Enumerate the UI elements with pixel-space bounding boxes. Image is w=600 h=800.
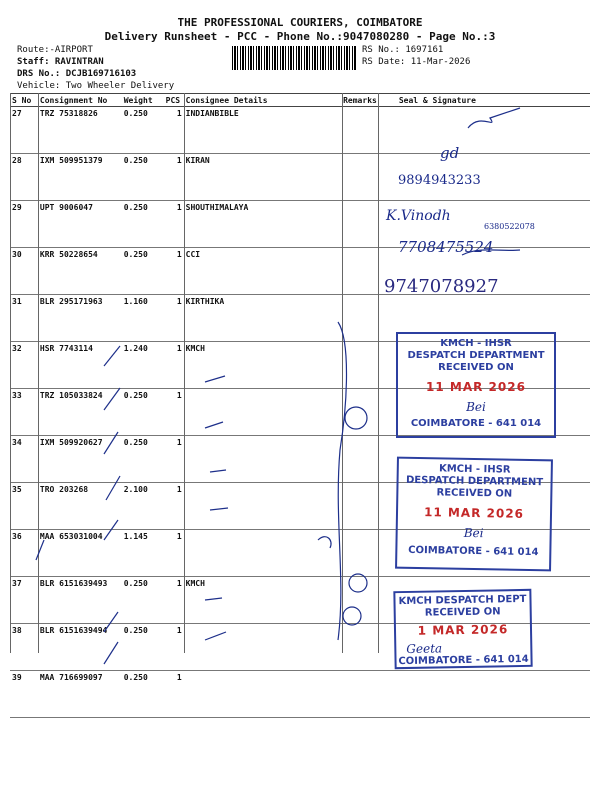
tick-mark [36, 540, 44, 560]
tick-mark [106, 476, 120, 500]
company-title: THE PROFESSIONAL COURIERS, COIMBATORE [177, 16, 423, 29]
consignment-no: KRR 50228654 [38, 248, 122, 295]
sno: 37 [10, 577, 38, 624]
circle-mark [343, 607, 361, 625]
handwritten-signature: gd [440, 144, 460, 162]
col-remarks: Remarks [343, 95, 377, 105]
sno: 29 [10, 201, 38, 248]
received-stamp [396, 332, 556, 438]
weight: 0.250 [122, 201, 164, 248]
rs-number: RS No.: 1697161 [362, 45, 444, 55]
pcs: 1 [164, 107, 184, 154]
vehicle-label: Vehicle: Two Wheeler Delivery [17, 81, 175, 91]
handwritten-phone: 9894943233 [398, 173, 481, 188]
tick-mark [104, 388, 120, 410]
consignee: KMCH [184, 577, 341, 624]
col-consignee: Consignee Details [184, 94, 341, 107]
sno: 27 [10, 107, 38, 154]
handwritten-phone: 9747078927 [384, 276, 499, 297]
weight: 0.250 [122, 577, 164, 624]
stamp-signature: Geeta [406, 641, 443, 656]
tick-mark [104, 432, 118, 454]
sno: 33 [10, 389, 38, 436]
pcs: 1 [164, 342, 184, 389]
consignment-no: TRO 203268 [38, 483, 122, 530]
dash-mark [210, 470, 226, 472]
consignment-no: BLR 6151639493 [38, 577, 122, 624]
handwritten-phone: 7708475524 [398, 238, 494, 256]
weight: 0.250 [122, 154, 164, 201]
bracket-line [318, 537, 331, 548]
sno: 36 [10, 530, 38, 577]
col-seal: Seal & Signature [379, 94, 590, 107]
circle-mark [349, 574, 367, 592]
dash-mark [205, 598, 222, 600]
weight: 2.100 [122, 483, 164, 530]
stamp-line: RECEIVED ON [436, 487, 513, 500]
handwritten-name: K.Vinodh [386, 208, 451, 224]
stamp-line: KMCH - IHSR [438, 463, 511, 476]
consignment-no: UPT 9006047 [38, 201, 122, 248]
pcs: 1 [164, 295, 184, 342]
stamp-line: KMCH - IHSR [440, 338, 512, 349]
consignee: KIRAN [184, 154, 341, 201]
drs-label: DRS No.: DCJB169716103 [17, 69, 137, 79]
pcs: 1 [164, 624, 184, 671]
consignee: KMCH [184, 342, 341, 389]
weight: 1.145 [122, 530, 164, 577]
stamp-line: KMCH DESPATCH DEPT [398, 593, 527, 608]
consignment-no: IXM 509920627 [38, 436, 122, 483]
pcs: 1 [164, 577, 184, 624]
stamp-date: 11 MAR 2026 [426, 380, 526, 394]
handwritten-phone: 6380522078 [484, 222, 535, 231]
dash-mark [205, 632, 226, 640]
stamp-line: RECEIVED ON [438, 362, 514, 373]
consignment-no: HSR 7743114 [38, 342, 122, 389]
consignee: KIRTHIKA [184, 295, 341, 342]
col-sno: S No [10, 94, 38, 107]
weight: 0.250 [122, 436, 164, 483]
rs-date: RS Date: 11-Mar-2026 [362, 57, 471, 67]
pcs: 1 [164, 389, 184, 436]
consignment-no: MAA 716699097 [38, 671, 122, 718]
consignee: SHOUTHIMALAYA [184, 201, 341, 248]
pcs: 1 [164, 154, 184, 201]
weight: 1.160 [122, 295, 164, 342]
sno: 32 [10, 342, 38, 389]
pcs: 1 [164, 436, 184, 483]
tick-mark [104, 346, 120, 366]
pcs: 1 [164, 248, 184, 295]
dash-mark [205, 376, 225, 382]
col-consignment: Consignment No [38, 94, 122, 107]
sno: 34 [10, 436, 38, 483]
pcs: 1 [164, 671, 184, 718]
runsheet-subtitle: Delivery Runsheet - PCC - Phone No.:9047080280 - Page No.:3 [104, 30, 496, 43]
weight: 0.250 [122, 389, 164, 436]
stamp-city: COIMBATORE - 641 014 [408, 544, 539, 559]
col-weight: Weight [122, 94, 164, 107]
route-label: Route:-AIRPORT [17, 45, 93, 55]
stamp-date: 1 MAR 2026 [417, 622, 509, 638]
tick-mark [104, 642, 118, 664]
sno: 35 [10, 483, 38, 530]
pcs: 1 [164, 483, 184, 530]
dash-mark [205, 422, 223, 428]
weight: 0.250 [122, 248, 164, 295]
staff-label: Staff: RAVINTRAN [17, 57, 104, 67]
consignment-no: MAA 653031004 [38, 530, 122, 577]
weight: 0.250 [122, 671, 164, 718]
weight: 0.250 [122, 624, 164, 671]
col-pcs: PCS [164, 94, 184, 107]
consignment-no: TRZ 105033824 [38, 389, 122, 436]
bracket-line [338, 322, 347, 640]
received-stamp [393, 589, 532, 669]
stamp-line: DESPATCH DEPARTMENT [407, 350, 545, 361]
consignee: CCI [184, 248, 341, 295]
sno: 38 [10, 624, 38, 671]
pcs: 1 [164, 530, 184, 577]
consignment-no: TRZ 75318826 [38, 107, 122, 154]
consignment-no: BLR 6151639494 [38, 624, 122, 671]
received-stamp [395, 457, 553, 572]
stamp-line: DESPATCH DEPARTMENT [405, 474, 544, 489]
consignee: INDIANBIBLE [184, 107, 341, 154]
stamp-signature: Bei [466, 400, 486, 414]
sno: 39 [10, 671, 38, 718]
tick-mark [104, 520, 118, 540]
stamp-signature: Bei [463, 525, 484, 541]
consignment-no: IXM 509951379 [38, 154, 122, 201]
sno: 31 [10, 295, 38, 342]
circle-mark [345, 407, 367, 429]
stamp-city: COIMBATORE - 641 014 [410, 418, 542, 429]
stamp-city: COIMBATORE - 641 014 [398, 653, 529, 668]
tick-mark [104, 612, 118, 632]
consignment-no: BLR 295171963 [38, 295, 122, 342]
stamp-line: RECEIVED ON [424, 606, 501, 619]
stamp-date: 11 MAR 2026 [423, 505, 525, 521]
sno: 30 [10, 248, 38, 295]
signature-stroke [468, 108, 520, 128]
sno: 28 [10, 154, 38, 201]
weight: 0.250 [122, 107, 164, 154]
weight: 1.240 [122, 342, 164, 389]
pcs: 1 [164, 201, 184, 248]
dash-mark [210, 508, 228, 510]
